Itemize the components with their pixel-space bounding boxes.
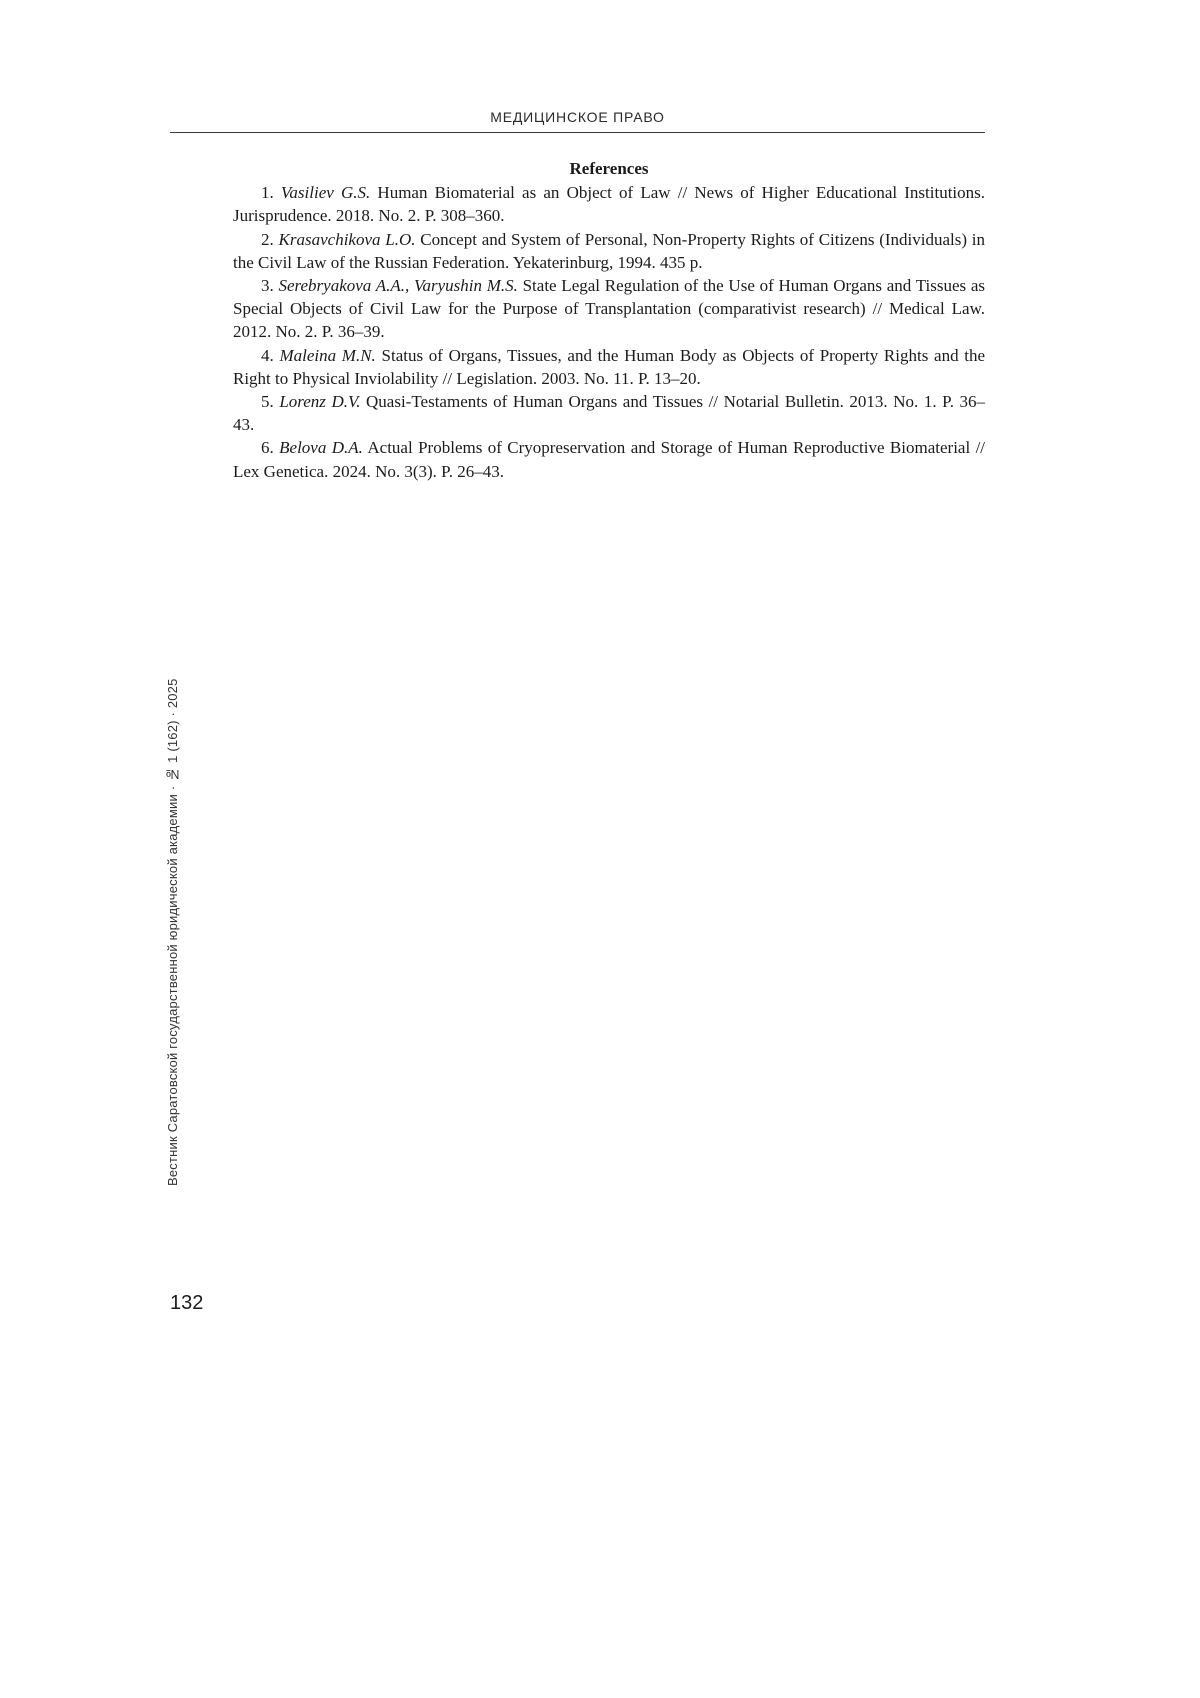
reference-number: 1. bbox=[261, 183, 274, 203]
reference-text: State Legal Regulation of the Use of Human Organs and Tissues as Special Objects of Civil Law for the Purpose of Transplantation (comparativist research) // Medical Law. 2012. No. 2. P. 36–39. bbox=[233, 276, 986, 342]
reference-text: Human Biomaterial as an Object of Law // News of Higher Educational Institutions. Jurisprudence. 2018. No. 2. P. 308–360. bbox=[233, 183, 986, 226]
references-title: References bbox=[569, 159, 649, 178]
reference-text: Concept and System of Personal, Non-Property Rights of Citizens (Individuals) in the Civil Law of the Russian Federation. Yekaterinburg, 1994. 435 p. bbox=[233, 229, 986, 272]
reference-text: Actual Problems of Cryopreservation and Storage of Human Reproductive Biomaterial // Lex Genetica. 2024. No. 3(3). P. 26–43. bbox=[233, 438, 986, 481]
reference-authors: Lorenz D.V. bbox=[279, 392, 361, 412]
reference-authors: Vasiliev G.S. bbox=[280, 183, 371, 203]
reference-item bbox=[233, 390, 985, 436]
reference-authors: Maleina M.N. bbox=[279, 345, 376, 365]
reference-authors: Serebryakova A.A., Varyushin M.S. bbox=[278, 276, 518, 296]
reference-authors: Belova D.A. bbox=[279, 438, 363, 458]
reference-number: 5. bbox=[261, 392, 274, 412]
reference-number: 4. bbox=[261, 345, 274, 365]
reference-authors: Krasavchikova L.O. bbox=[278, 229, 416, 249]
reference-item bbox=[233, 274, 985, 344]
journal-sidebar-caption: Вестник Саратовской государственной юридической академии · № 1 (162) · 2025 bbox=[165, 678, 180, 1186]
reference-item bbox=[233, 181, 985, 227]
reference-item bbox=[233, 436, 985, 482]
page-number: 132 bbox=[170, 1292, 204, 1314]
reference-text: Status of Organs, Tissues, and the Human Body as Objects of Property Rights and the Right to Physical Inviolability // Legislation. 2003. No. 11. P. 13–20. bbox=[233, 345, 986, 388]
reference-item bbox=[233, 228, 985, 274]
reference-item bbox=[233, 344, 985, 390]
references-section bbox=[233, 157, 985, 483]
header-rule bbox=[170, 132, 985, 133]
reference-text: Quasi-Testaments of Human Organs and Tissues // Notarial Bulletin. 2013. No. 1. P. 36–43. bbox=[233, 392, 986, 435]
running-head: МЕДИЦИНСКОЕ ПРАВО bbox=[490, 109, 665, 125]
reference-number: 6. bbox=[261, 438, 274, 458]
reference-number: 2. bbox=[261, 229, 274, 249]
reference-number: 3. bbox=[261, 276, 274, 296]
